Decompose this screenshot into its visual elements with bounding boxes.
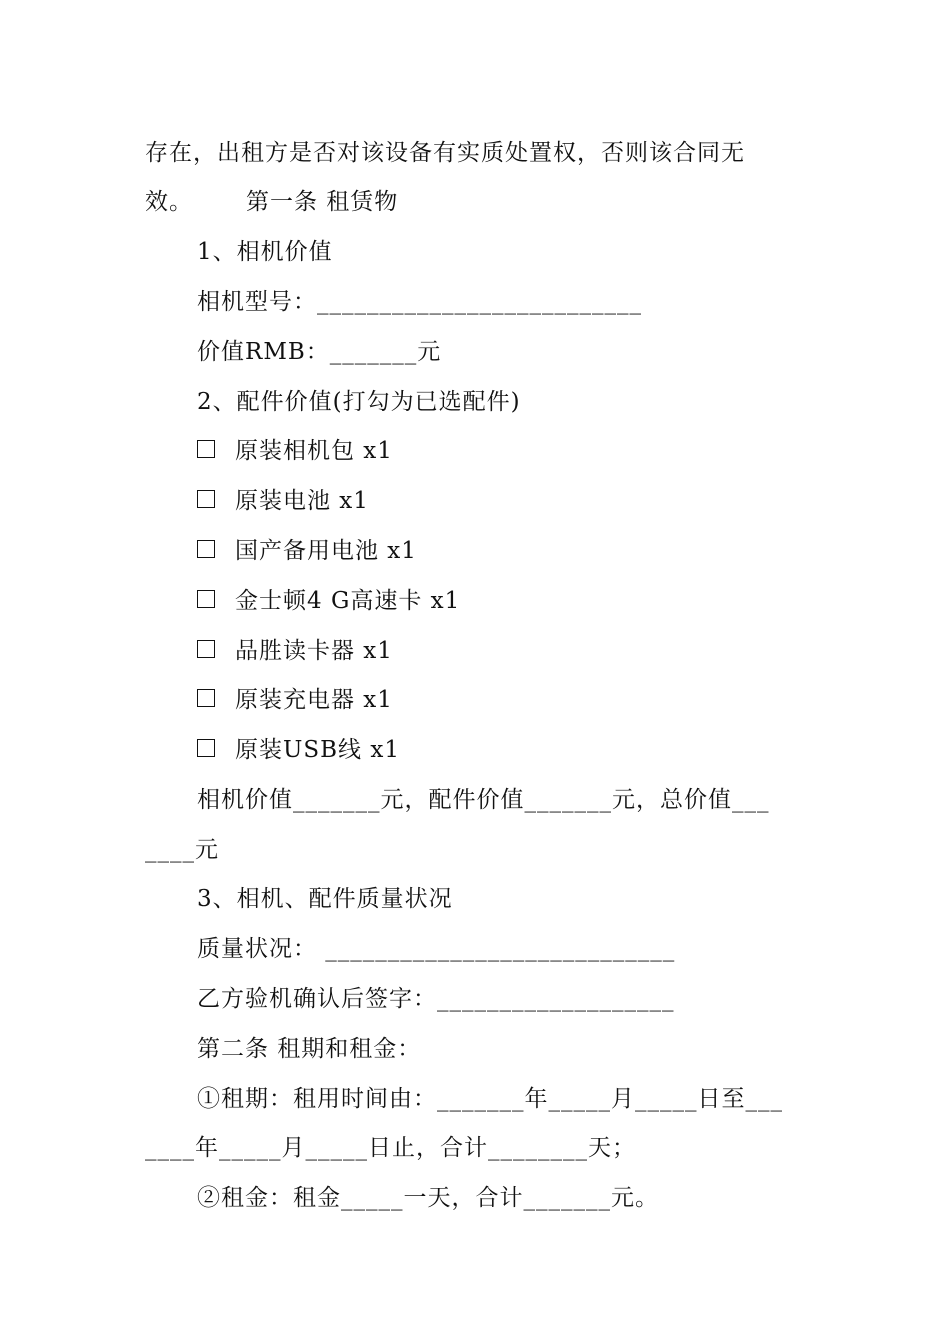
paragraph-line: 效。 xyxy=(145,189,193,215)
section-heading: 3、相机、配件质量状况 xyxy=(197,886,453,912)
article-heading: 第一条 租赁物 xyxy=(246,189,399,215)
accessory-item xyxy=(197,685,393,715)
section-heading: 1、相机价值 xyxy=(197,239,333,265)
value-rmb-field: 价值RMB：_______元 xyxy=(197,339,442,365)
accessory-item xyxy=(197,536,417,566)
checkbox-icon[interactable] xyxy=(197,640,215,658)
checkbox-icon[interactable] xyxy=(197,490,215,508)
accessory-label: 国产备用电池 x1 xyxy=(235,538,417,564)
checkbox-icon[interactable] xyxy=(197,689,215,707)
section-heading: 2、配件价值(打勾为已选配件) xyxy=(197,389,521,415)
article-heading: 第二条 租期和租金： xyxy=(197,1036,422,1062)
accessory-item xyxy=(197,636,393,666)
quality-field: 质量状况： ____________________________ xyxy=(197,936,676,962)
checkbox-icon[interactable] xyxy=(197,739,215,757)
accessory-item xyxy=(197,586,460,616)
checkbox-icon[interactable] xyxy=(197,440,215,458)
camera-model-field: 相机型号：__________________________ xyxy=(197,289,642,315)
rent-line: ②租金：租金_____一天，合计_______元。 xyxy=(197,1185,659,1211)
accessory-label: 原装USB线 x1 xyxy=(235,737,400,763)
rental-period-line: ①租期：租用时间由：_______年_____月_____日至___ xyxy=(197,1086,783,1112)
checkbox-icon[interactable] xyxy=(197,590,215,608)
accessory-item xyxy=(197,486,369,516)
rental-period-line-cont: ____年_____月_____日止，合计________天； xyxy=(145,1135,636,1161)
total-value-line-cont: ____元 xyxy=(145,837,219,863)
total-value-line: 相机价值_______元，配件价值_______元，总价值___ xyxy=(197,787,770,813)
accessory-label: 原装电池 x1 xyxy=(235,488,369,514)
accessory-item xyxy=(197,735,400,765)
accessory-label: 原装相机包 x1 xyxy=(235,438,393,464)
accessory-label: 金士顿4 G高速卡 x1 xyxy=(235,588,461,614)
signature-field: 乙方验机确认后签字：___________________ xyxy=(197,986,675,1012)
accessory-item xyxy=(197,436,393,466)
paragraph-line: 存在，出租方是否对该设备有实质处置权，否则该合同无 xyxy=(145,140,745,166)
checkbox-icon[interactable] xyxy=(197,540,215,558)
accessory-label: 品胜读卡器 x1 xyxy=(235,638,393,664)
accessory-label: 原装充电器 x1 xyxy=(235,687,393,713)
